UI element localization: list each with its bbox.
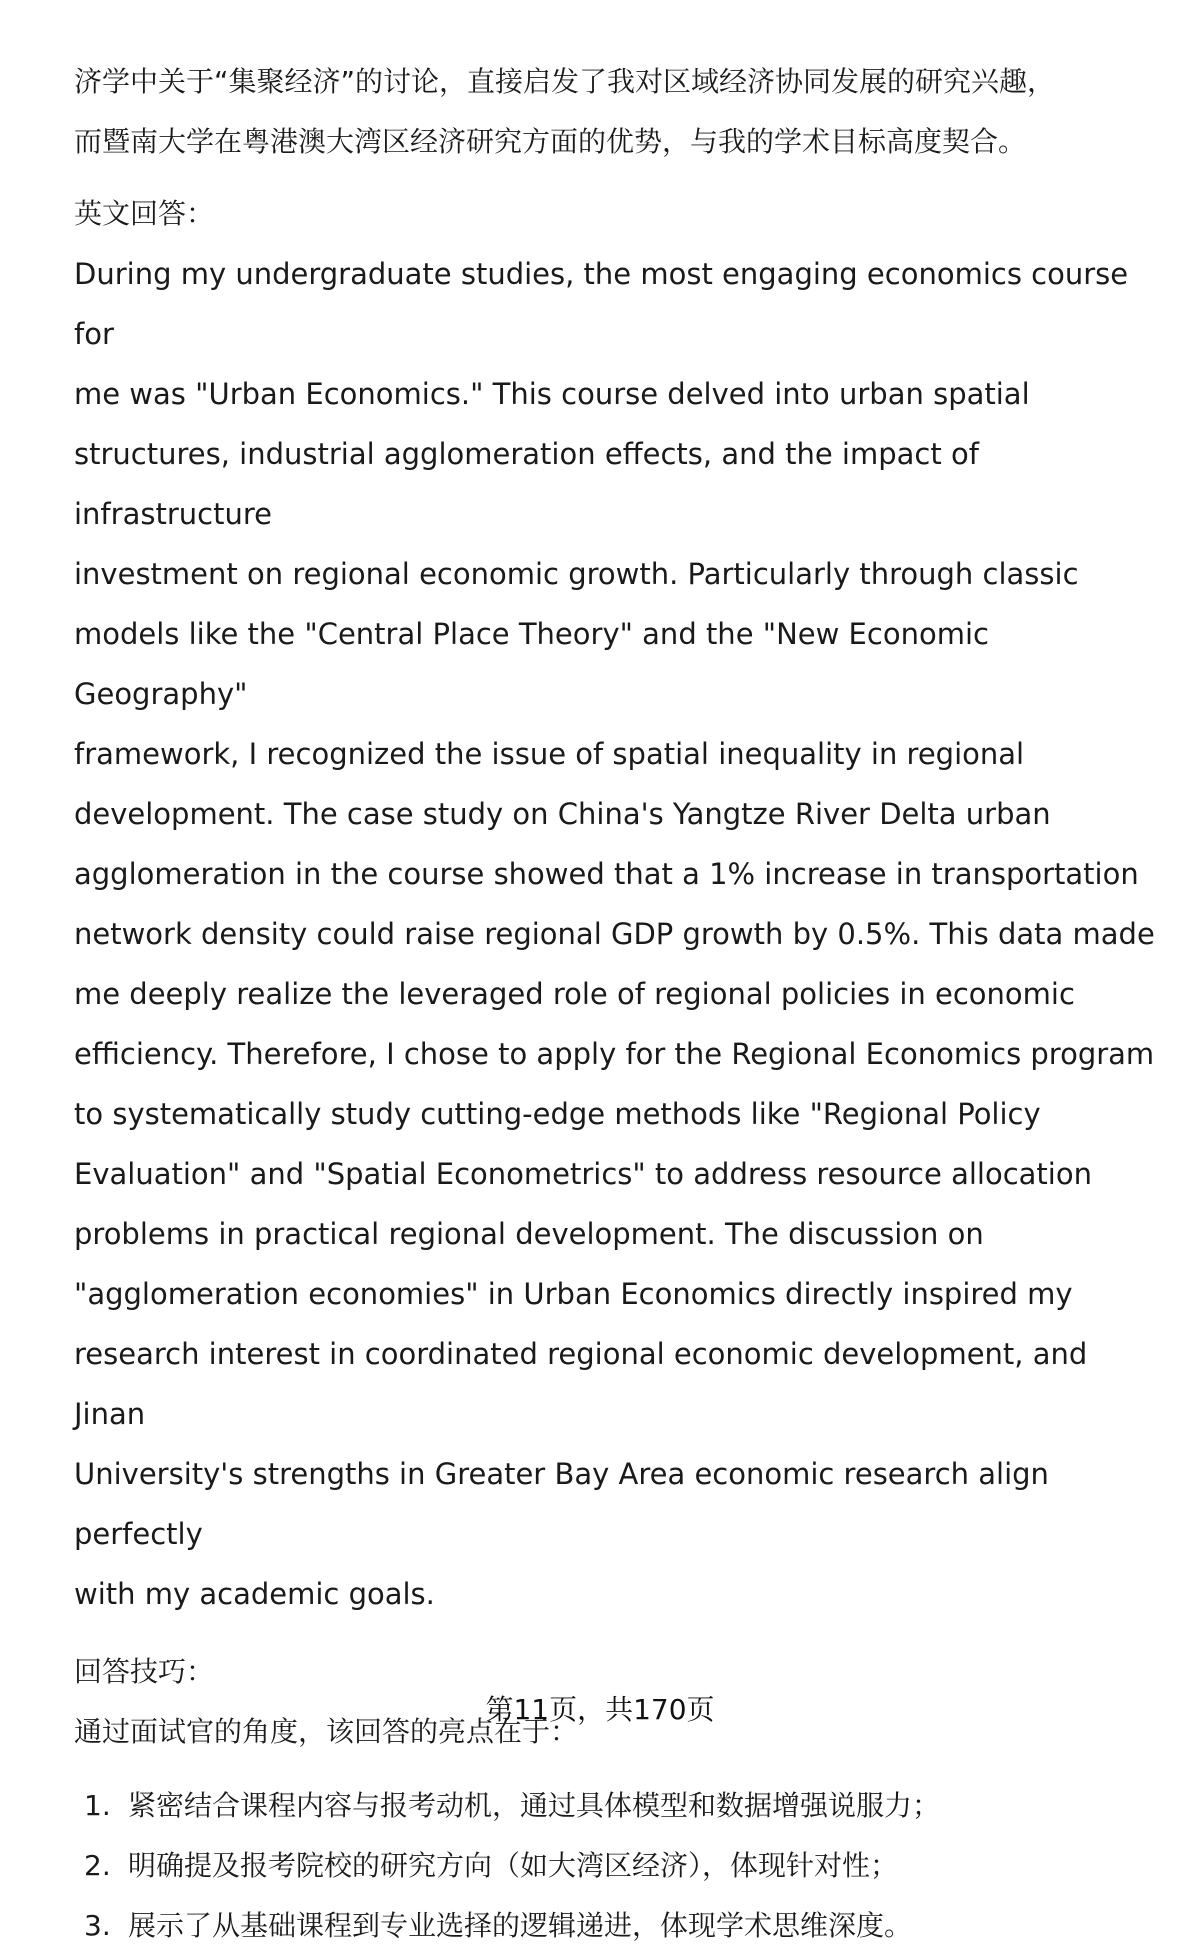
answer-line: to systematically study cutting-edge methods like "Regional Policy bbox=[74, 1097, 1041, 1131]
answer-line: problems in practical regional development. The discussion on bbox=[74, 1217, 984, 1251]
list-item-text: 明确提及报考院校的研究方向（如大湾区经济），体现针对性； bbox=[128, 1849, 899, 1882]
list-item bbox=[74, 1776, 1164, 1836]
answer-line: development. The case study on China's Yangtze River Delta urban bbox=[74, 797, 1051, 831]
answer-tips-label: 回答技巧： bbox=[74, 1655, 215, 1688]
answer-line: network density could raise regional GDP growth by 0.5%. This data made bbox=[74, 917, 1155, 951]
list-item-number: 2. bbox=[84, 1849, 111, 1882]
answer-line: me deeply realize the leveraged role of regional policies in economic bbox=[74, 977, 1075, 1011]
answer-line: agglomeration in the course showed that a 1% increase in transportation bbox=[74, 857, 1139, 891]
intro-line: 而暨南大学在粤港澳大湾区经济研究方面的优势，与我的学术目标高度契合。 bbox=[74, 125, 1027, 158]
answer-line: framework, I recognized the issue of spatial inequality in regional bbox=[74, 737, 1025, 771]
answer-tips-intro: 通过面试官的角度，该回答的亮点在于： bbox=[74, 1715, 579, 1748]
answer-line: with my academic goals. bbox=[74, 1577, 435, 1611]
answer-tips-list bbox=[74, 1776, 1164, 1956]
list-item-text: 展示了从基础课程到专业选择的逻辑递进，体现学术思维深度。 bbox=[128, 1909, 913, 1942]
english-answer-text bbox=[74, 244, 1164, 1624]
english-answer-label: 英文回答： bbox=[74, 197, 215, 230]
answer-line: research interest in coordinated regional economic development, and Jinan bbox=[74, 1337, 1088, 1431]
answer-line: Evaluation" and "Spatial Econometrics" to address resource allocation bbox=[74, 1157, 1092, 1191]
answer-line: investment on regional economic growth. Particularly through classic bbox=[74, 557, 1079, 591]
answer-line: During my undergraduate studies, the most engaging economics course for bbox=[74, 257, 1129, 351]
answer-line: models like the "Central Place Theory" and the "New Economic Geography" bbox=[74, 617, 989, 711]
intro-line: 济学中关于“集聚经济”的讨论，直接启发了我对区域经济协同发展的研究兴趣， bbox=[74, 65, 1056, 98]
list-item bbox=[74, 1896, 1164, 1956]
list-item-text: 紧密结合课程内容与报考动机，通过具体模型和数据增强说服力； bbox=[128, 1789, 941, 1822]
answer-line: efficiency. Therefore, I chose to apply for the Regional Economics program bbox=[74, 1037, 1155, 1071]
list-item-number: 3. bbox=[84, 1909, 111, 1942]
answer-line: structures, industrial agglomeration effects, and the impact of infrastructure bbox=[74, 437, 979, 531]
answer-line: "agglomeration economies" in Urban Economics directly inspired my bbox=[74, 1277, 1073, 1311]
intro-continuation bbox=[74, 52, 1164, 172]
page-content bbox=[74, 52, 1164, 1956]
answer-line: University's strengths in Greater Bay Area economic research align perfectly bbox=[74, 1457, 1049, 1551]
answer-line: me was "Urban Economics." This course delved into urban spatial bbox=[74, 377, 1030, 411]
list-item bbox=[74, 1836, 1164, 1896]
list-item-number: 1. bbox=[84, 1789, 111, 1822]
page-footer: 第11页，共170页 bbox=[485, 1693, 715, 1726]
